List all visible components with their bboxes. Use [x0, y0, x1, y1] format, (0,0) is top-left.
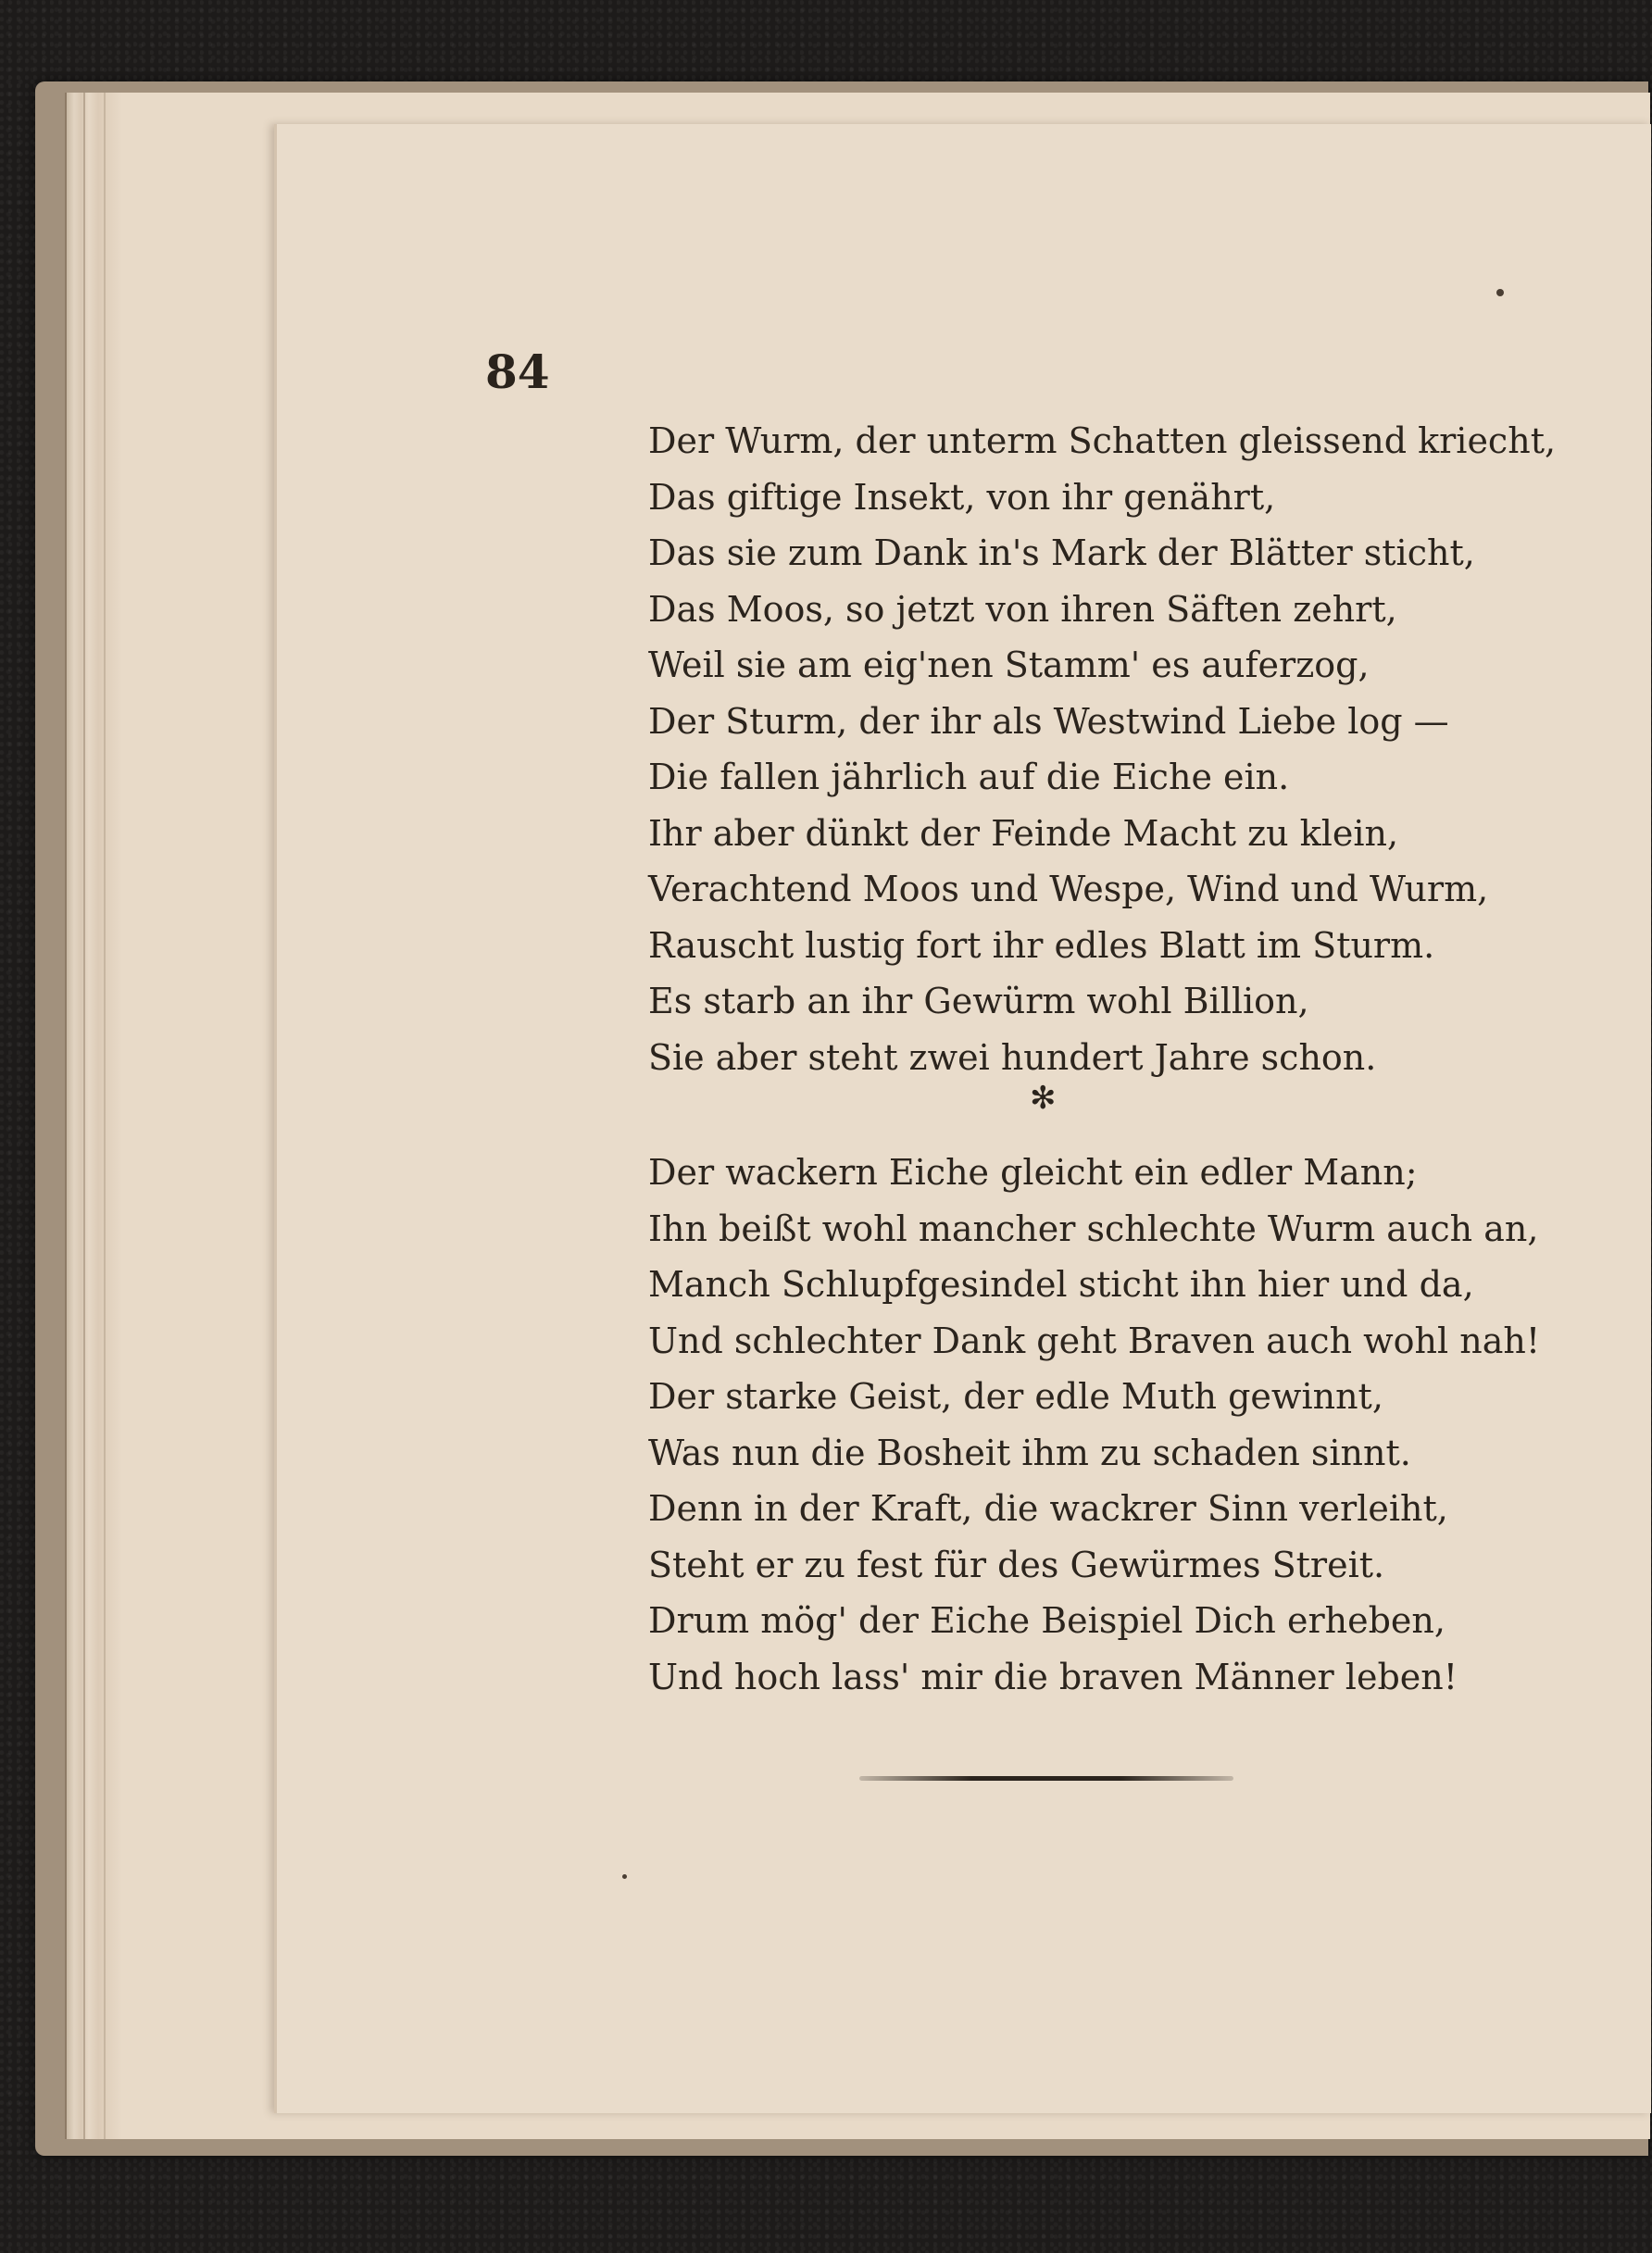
- poem-line: Verachtend Moos und Wespe, Wind und Wurm,: [648, 869, 1489, 909]
- poem-stanza-2: [648, 1145, 1540, 1705]
- poem-line: Ihr aber dünkt der Feinde Macht zu klein,: [648, 812, 1399, 854]
- poem-line: Das Moos, so jetzt von ihren Säften zehrt,: [648, 588, 1397, 630]
- poem-line: Denn in der Kraft, die wackrer Sinn verleiht,: [648, 1488, 1448, 1529]
- poem-line: Der Sturm, der ihr als Westwind Liebe log —: [648, 700, 1449, 742]
- poem-line: Rauscht lustig fort ihr edles Blatt im Sturm.: [648, 924, 1435, 966]
- poem-line: Und schlechter Dank geht Braven auch wohl nah!: [648, 1320, 1541, 1361]
- poem-line: Drum mög' der Eiche Beispiel Dich erheben,: [648, 1600, 1446, 1641]
- poem-line: Sie aber steht zwei hundert Jahre schon.: [648, 1036, 1377, 1078]
- paper-speck: [622, 1874, 627, 1879]
- stanza-separator-asterism: ✻: [1030, 1080, 1057, 1117]
- poem-line: Die fallen jährlich auf die Eiche ein.: [648, 757, 1290, 797]
- poem-line: Weil sie am eig'nen Stamm' es auferzog,: [648, 645, 1370, 685]
- poem-line: Was nun die Bosheit ihm zu schaden sinnt.: [648, 1432, 1411, 1473]
- page-number: 84: [485, 344, 550, 399]
- poem-line: Das sie zum Dank in's Mark der Blätter sticht,: [648, 532, 1475, 573]
- poem-line: Und hoch lass' mir die braven Männer leben!: [648, 1656, 1458, 1697]
- paper-speck: [1496, 289, 1504, 296]
- poem-line: Das giftige Insekt, von ihr genährt,: [648, 476, 1276, 518]
- poem-stanza-1: [648, 413, 1556, 1085]
- end-rule: [859, 1776, 1233, 1781]
- poem-line: Manch Schlupfgesindel sticht ihn hier und da,: [648, 1264, 1474, 1305]
- poem-line: Ihn beißt wohl mancher schlechte Wurm auch an,: [648, 1208, 1539, 1249]
- poem-line: Der starke Geist, der edle Muth gewinnt,: [648, 1376, 1383, 1417]
- poem-line: Steht er zu fest für des Gewürmes Streit.: [648, 1544, 1385, 1585]
- poem-line: Der wackern Eiche gleicht ein edler Mann;: [648, 1152, 1418, 1193]
- poem-line: Der Wurm, der unterm Schatten gleissend kriecht,: [648, 420, 1557, 461]
- poem-line: Es starb an ihr Gewürm wohl Billion,: [648, 981, 1309, 1021]
